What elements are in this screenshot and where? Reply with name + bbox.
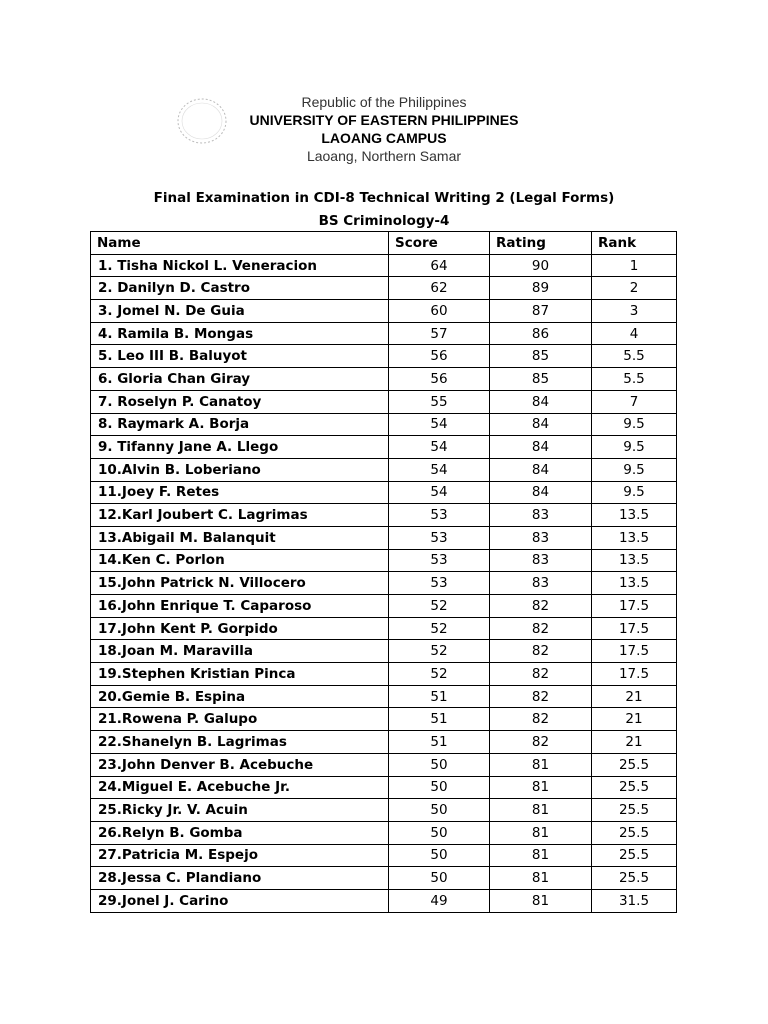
table-row bbox=[91, 436, 677, 459]
header-score: Score bbox=[389, 232, 490, 255]
table-row bbox=[91, 844, 677, 867]
header-rank: Rank bbox=[592, 232, 677, 255]
table-row bbox=[91, 322, 677, 345]
student-name: 25.Ricky Jr. V. Acuin bbox=[91, 799, 389, 822]
rating-cell: 82 bbox=[490, 595, 592, 618]
rank-cell: 25.5 bbox=[592, 844, 677, 867]
rating-cell: 82 bbox=[490, 685, 592, 708]
student-name: 22.Shanelyn B. Lagrimas bbox=[91, 731, 389, 754]
student-name: 4. Ramila B. Mongas bbox=[91, 322, 389, 345]
score-cell: 53 bbox=[389, 504, 490, 527]
rank-cell: 1 bbox=[592, 254, 677, 277]
table-row bbox=[91, 504, 677, 527]
score-cell: 51 bbox=[389, 685, 490, 708]
rating-cell: 87 bbox=[490, 300, 592, 323]
rank-cell: 31.5 bbox=[592, 889, 677, 912]
rating-cell: 81 bbox=[490, 753, 592, 776]
table-row bbox=[91, 345, 677, 368]
score-cell: 62 bbox=[389, 277, 490, 300]
student-name: 14.Ken C. Porlon bbox=[91, 549, 389, 572]
rating-cell: 82 bbox=[490, 731, 592, 754]
score-cell: 56 bbox=[389, 368, 490, 391]
rank-cell: 17.5 bbox=[592, 595, 677, 618]
rating-cell: 84 bbox=[490, 436, 592, 459]
table-row bbox=[91, 254, 677, 277]
score-cell: 57 bbox=[389, 322, 490, 345]
rating-cell: 86 bbox=[490, 322, 592, 345]
table-row bbox=[91, 867, 677, 890]
student-name: 19.Stephen Kristian Pinca bbox=[91, 663, 389, 686]
rank-cell: 13.5 bbox=[592, 504, 677, 527]
rank-cell: 13.5 bbox=[592, 549, 677, 572]
student-name: 10.Alvin B. Loberiano bbox=[91, 458, 389, 481]
rank-cell: 25.5 bbox=[592, 867, 677, 890]
rank-cell: 21 bbox=[592, 708, 677, 731]
student-name: 7. Roselyn P. Canatoy bbox=[91, 390, 389, 413]
score-cell: 60 bbox=[389, 300, 490, 323]
rank-cell: 25.5 bbox=[592, 821, 677, 844]
rating-cell: 83 bbox=[490, 549, 592, 572]
rank-cell: 5.5 bbox=[592, 368, 677, 391]
student-name: 29.Jonel J. Carino bbox=[91, 889, 389, 912]
rank-cell: 2 bbox=[592, 277, 677, 300]
score-cell: 51 bbox=[389, 708, 490, 731]
student-name: 1. Tisha Nickol L. Veneracion bbox=[91, 254, 389, 277]
table-row bbox=[91, 708, 677, 731]
campus-name: LAOANG CAMPUS bbox=[321, 130, 447, 146]
student-name: 8. Raymark A. Borja bbox=[91, 413, 389, 436]
rating-cell: 83 bbox=[490, 526, 592, 549]
exam-title: Final Examination in CDI-8 Technical Writing 2 (Legal Forms) bbox=[153, 190, 615, 206]
rating-cell: 85 bbox=[490, 368, 592, 391]
score-cell: 52 bbox=[389, 663, 490, 686]
university-name: UNIVERSITY OF EASTERN PHILIPPINES bbox=[249, 112, 519, 128]
score-cell: 55 bbox=[389, 390, 490, 413]
rating-cell: 81 bbox=[490, 889, 592, 912]
student-name: 26.Relyn B. Gomba bbox=[91, 821, 389, 844]
section-title: BS Criminology-4 bbox=[318, 213, 450, 229]
student-name: 5. Leo III B. Baluyot bbox=[91, 345, 389, 368]
rank-cell: 25.5 bbox=[592, 799, 677, 822]
rating-cell: 81 bbox=[490, 799, 592, 822]
rank-cell: 25.5 bbox=[592, 753, 677, 776]
student-name: 18.Joan M. Maravilla bbox=[91, 640, 389, 663]
rank-cell: 21 bbox=[592, 685, 677, 708]
score-cell: 50 bbox=[389, 753, 490, 776]
rank-cell: 9.5 bbox=[592, 413, 677, 436]
student-name: 27.Patricia M. Espejo bbox=[91, 844, 389, 867]
rating-cell: 81 bbox=[490, 776, 592, 799]
campus-location: Laoang, Northern Samar bbox=[306, 148, 462, 164]
rank-cell: 4 bbox=[592, 322, 677, 345]
table-row bbox=[91, 549, 677, 572]
rank-cell: 17.5 bbox=[592, 617, 677, 640]
table-row bbox=[91, 300, 677, 323]
table-row bbox=[91, 753, 677, 776]
rating-cell: 83 bbox=[490, 504, 592, 527]
republic-line: Republic of the Philippines bbox=[301, 94, 467, 110]
student-name: 11.Joey F. Retes bbox=[91, 481, 389, 504]
table-row bbox=[91, 458, 677, 481]
score-cell: 53 bbox=[389, 572, 490, 595]
student-name: 24.Miguel E. Acebuche Jr. bbox=[91, 776, 389, 799]
rank-cell: 13.5 bbox=[592, 572, 677, 595]
table-row bbox=[91, 663, 677, 686]
student-name: 15.John Patrick N. Villocero bbox=[91, 572, 389, 595]
rating-cell: 82 bbox=[490, 617, 592, 640]
header-rating: Rating bbox=[490, 232, 592, 255]
rating-cell: 84 bbox=[490, 413, 592, 436]
score-cell: 50 bbox=[389, 799, 490, 822]
score-cell: 50 bbox=[389, 844, 490, 867]
score-cell: 50 bbox=[389, 821, 490, 844]
rank-cell: 17.5 bbox=[592, 663, 677, 686]
rank-cell: 25.5 bbox=[592, 776, 677, 799]
table-row bbox=[91, 617, 677, 640]
rating-cell: 82 bbox=[490, 640, 592, 663]
student-name: 23.John Denver B. Acebuche bbox=[91, 753, 389, 776]
rating-cell: 81 bbox=[490, 867, 592, 890]
table-row bbox=[91, 572, 677, 595]
rating-cell: 85 bbox=[490, 345, 592, 368]
rank-cell: 21 bbox=[592, 731, 677, 754]
table-header-row bbox=[91, 232, 677, 255]
rating-cell: 90 bbox=[490, 254, 592, 277]
table-row bbox=[91, 889, 677, 912]
table-row bbox=[91, 413, 677, 436]
table-row bbox=[91, 731, 677, 754]
rank-cell: 9.5 bbox=[592, 458, 677, 481]
rank-cell: 13.5 bbox=[592, 526, 677, 549]
rating-cell: 82 bbox=[490, 708, 592, 731]
table-row bbox=[91, 526, 677, 549]
rating-cell: 83 bbox=[490, 572, 592, 595]
score-cell: 49 bbox=[389, 889, 490, 912]
rank-cell: 7 bbox=[592, 390, 677, 413]
score-cell: 56 bbox=[389, 345, 490, 368]
score-cell: 50 bbox=[389, 867, 490, 890]
rating-cell: 81 bbox=[490, 844, 592, 867]
rating-cell: 81 bbox=[490, 821, 592, 844]
header-name: Name bbox=[91, 232, 389, 255]
student-name: 2. Danilyn D. Castro bbox=[91, 277, 389, 300]
table-row bbox=[91, 595, 677, 618]
table-row bbox=[91, 481, 677, 504]
rating-cell: 82 bbox=[490, 663, 592, 686]
table-row bbox=[91, 821, 677, 844]
student-name: 13.Abigail M. Balanquit bbox=[91, 526, 389, 549]
rank-cell: 17.5 bbox=[592, 640, 677, 663]
rank-cell: 5.5 bbox=[592, 345, 677, 368]
student-name: 9. Tifanny Jane A. Llego bbox=[91, 436, 389, 459]
student-name: 12.Karl Joubert C. Lagrimas bbox=[91, 504, 389, 527]
score-cell: 50 bbox=[389, 776, 490, 799]
student-name: 17.John Kent P. Gorpido bbox=[91, 617, 389, 640]
score-cell: 54 bbox=[389, 413, 490, 436]
score-cell: 52 bbox=[389, 595, 490, 618]
rating-cell: 84 bbox=[490, 481, 592, 504]
rating-cell: 89 bbox=[490, 277, 592, 300]
score-cell: 54 bbox=[389, 481, 490, 504]
rank-cell: 9.5 bbox=[592, 436, 677, 459]
student-name: 16.John Enrique T. Caparoso bbox=[91, 595, 389, 618]
table-row bbox=[91, 776, 677, 799]
student-name: 6. Gloria Chan Giray bbox=[91, 368, 389, 391]
rank-cell: 3 bbox=[592, 300, 677, 323]
table-row bbox=[91, 390, 677, 413]
grades-table bbox=[90, 231, 677, 913]
score-cell: 53 bbox=[389, 526, 490, 549]
table-row bbox=[91, 277, 677, 300]
score-cell: 64 bbox=[389, 254, 490, 277]
table-row bbox=[91, 799, 677, 822]
score-cell: 52 bbox=[389, 617, 490, 640]
student-name: 20.Gemie B. Espina bbox=[91, 685, 389, 708]
student-name: 3. Jomel N. De Guia bbox=[91, 300, 389, 323]
rating-cell: 84 bbox=[490, 458, 592, 481]
student-name: 21.Rowena P. Galupo bbox=[91, 708, 389, 731]
table-row bbox=[91, 368, 677, 391]
rating-cell: 84 bbox=[490, 390, 592, 413]
score-cell: 53 bbox=[389, 549, 490, 572]
score-cell: 52 bbox=[389, 640, 490, 663]
table-row bbox=[91, 685, 677, 708]
score-cell: 54 bbox=[389, 436, 490, 459]
student-name: 28.Jessa C. Plandiano bbox=[91, 867, 389, 890]
score-cell: 54 bbox=[389, 458, 490, 481]
rank-cell: 9.5 bbox=[592, 481, 677, 504]
table-row bbox=[91, 640, 677, 663]
score-cell: 51 bbox=[389, 731, 490, 754]
